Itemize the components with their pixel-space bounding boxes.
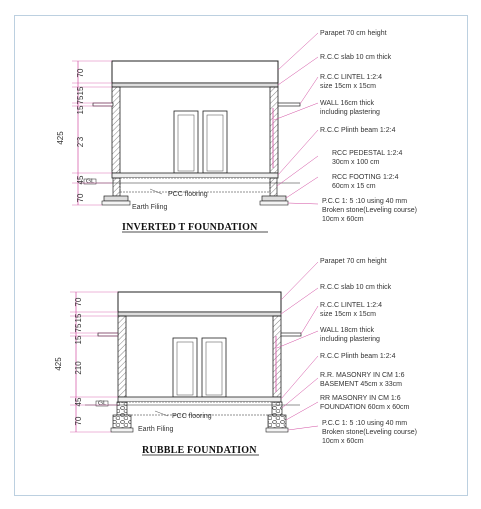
plinth-beam bbox=[118, 397, 281, 402]
right-wall bbox=[273, 316, 281, 397]
pedestal-right bbox=[270, 178, 277, 196]
label-pcc-2: Broken stone(Leveling course) bbox=[322, 429, 417, 436]
dim-lintel-slab: 15 bbox=[76, 105, 85, 115]
label-plinth: R.C.C Plinth beam 1:2:4 bbox=[320, 127, 396, 134]
dim-parapet: 70 bbox=[74, 297, 83, 307]
pcc-right bbox=[266, 428, 288, 432]
label-slab: R.C.C slab 10 cm thick bbox=[320, 54, 392, 61]
pedestal-left bbox=[113, 178, 120, 196]
label-wall-2: including plastering bbox=[320, 109, 380, 116]
rubble-basement-right bbox=[272, 402, 282, 415]
dim-lintel: 75 bbox=[74, 323, 83, 333]
door-left bbox=[174, 111, 198, 173]
dim-total: 425 bbox=[56, 131, 65, 145]
label-pedestal-2: 30cm x 100 cm bbox=[332, 159, 380, 166]
pcc-right bbox=[260, 201, 288, 205]
dim-total: 425 bbox=[54, 357, 63, 371]
dim-wall: 210 bbox=[74, 361, 83, 375]
dim-plinth: 45 bbox=[74, 397, 83, 407]
label-slab: R.C.C slab 10 cm thick bbox=[320, 284, 392, 291]
footing-right bbox=[262, 196, 286, 201]
label-pcc-1: P.C.C 1: 5 :10 using 40 mm bbox=[322, 420, 408, 427]
left-wall bbox=[112, 87, 120, 173]
label-pcc-3: 10cm x 60cm bbox=[322, 438, 364, 445]
label-footing-2: 60cm x 15 cm bbox=[332, 183, 376, 190]
label-earth-filling: Earth Filing bbox=[138, 426, 174, 433]
label-lintel-2: size 15cm x 15cm bbox=[320, 311, 377, 318]
sunshade-left bbox=[93, 103, 113, 106]
label-wall-1: WALL 16cm thick bbox=[320, 100, 374, 107]
label-plinth: R.C.C Plinth beam 1:2:4 bbox=[320, 353, 396, 360]
dim-parapet: 70 bbox=[76, 68, 85, 78]
leader-footing bbox=[286, 177, 318, 198]
label-masonry1-2: BASEMENT 45cm x 33cm bbox=[320, 381, 402, 388]
roof-slab bbox=[112, 83, 278, 87]
rubble-basement-left bbox=[117, 402, 127, 415]
label-footing-1: RCC FOOTING 1:2:4 bbox=[332, 174, 399, 181]
title-inverted-t: INVERTED T FOUNDATION bbox=[122, 222, 258, 233]
leader-slab bbox=[278, 57, 318, 85]
pcc-left bbox=[111, 428, 133, 432]
leader-pcc bbox=[288, 203, 318, 204]
gl-label: GL bbox=[98, 400, 107, 407]
label-pcc-flooring: PCC flooring bbox=[172, 413, 212, 420]
sunshade-left bbox=[98, 333, 118, 336]
leader-pcc bbox=[288, 426, 318, 430]
door-right bbox=[202, 338, 226, 397]
label-parapet: Parapet 70 cm height bbox=[320, 30, 387, 37]
dim-foot: 70 bbox=[76, 193, 85, 203]
label-lintel-1: R.C.C LINTEL 1:2:4 bbox=[320, 74, 382, 81]
rubble-foundation-right bbox=[268, 415, 286, 428]
label-pedestal-1: RCC PEDESTAL 1:2:4 bbox=[332, 150, 403, 157]
footing-left bbox=[104, 196, 128, 201]
dim-lintel-slab: 15 bbox=[74, 335, 83, 345]
dim-plinth: 45 bbox=[76, 175, 85, 185]
label-masonry2-2: FOUNDATION 60cm x 60cm bbox=[320, 404, 410, 411]
label-parapet: Parapet 70 cm height bbox=[320, 258, 387, 265]
parapet bbox=[118, 292, 281, 312]
roof-slab bbox=[118, 312, 281, 316]
label-lintel-1: R.C.C LINTEL 1:2:4 bbox=[320, 302, 382, 309]
door-left bbox=[173, 338, 197, 397]
dim-foot: 70 bbox=[74, 416, 83, 426]
leader-slab bbox=[281, 288, 318, 314]
label-pcc-2: Broken stone(Leveling course) bbox=[322, 207, 417, 214]
door-right bbox=[203, 111, 227, 173]
label-masonry1-1: R.R. MASONRY IN CM 1:6 bbox=[320, 372, 405, 379]
leader-plinth bbox=[281, 356, 318, 399]
pcc-left bbox=[102, 201, 130, 205]
label-earth-filling: Earth Filing bbox=[132, 204, 168, 211]
leader-plinth bbox=[278, 130, 318, 175]
parapet bbox=[112, 61, 278, 83]
sunshade-right bbox=[278, 103, 300, 106]
leader-parapet bbox=[281, 262, 318, 300]
dim-wall: 2'3 bbox=[76, 136, 85, 148]
leader-parapet bbox=[278, 33, 318, 70]
rubble-foundation-left bbox=[113, 415, 131, 428]
plinth-beam bbox=[112, 173, 278, 178]
gl-label: GL bbox=[86, 178, 95, 185]
label-masonry2-1: RR MASONRY IN CM 1:6 bbox=[320, 395, 401, 402]
dim-lintel: 75 bbox=[76, 95, 85, 105]
right-wall bbox=[270, 87, 278, 173]
leader-pedestal bbox=[277, 156, 318, 186]
sunshade-right bbox=[281, 333, 301, 336]
leader-lintel bbox=[300, 77, 318, 104]
rubble-section bbox=[54, 258, 417, 456]
left-wall bbox=[118, 316, 126, 397]
dim-slab: 15 bbox=[74, 313, 83, 323]
label-lintel-2: size 15cm x 15cm bbox=[320, 83, 377, 90]
leader-masonry1 bbox=[282, 378, 318, 408]
leader-lintel bbox=[301, 306, 318, 334]
label-pcc-flooring: PCC flooring bbox=[168, 191, 208, 198]
dim-slab: 15 bbox=[76, 86, 85, 96]
earth-filling bbox=[120, 178, 270, 192]
leaders bbox=[274, 33, 318, 204]
label-pcc-3: 10cm x 60cm bbox=[322, 216, 364, 223]
label-wall-1: WALL 18cm thick bbox=[320, 327, 374, 334]
label-pcc-1: P.C.C 1: 5 :10 using 40 mm bbox=[322, 198, 408, 205]
label-wall-2: including plastering bbox=[320, 336, 380, 343]
inverted-t-section bbox=[56, 30, 417, 233]
title-rubble: RUBBLE FOUNDATION bbox=[142, 445, 257, 456]
